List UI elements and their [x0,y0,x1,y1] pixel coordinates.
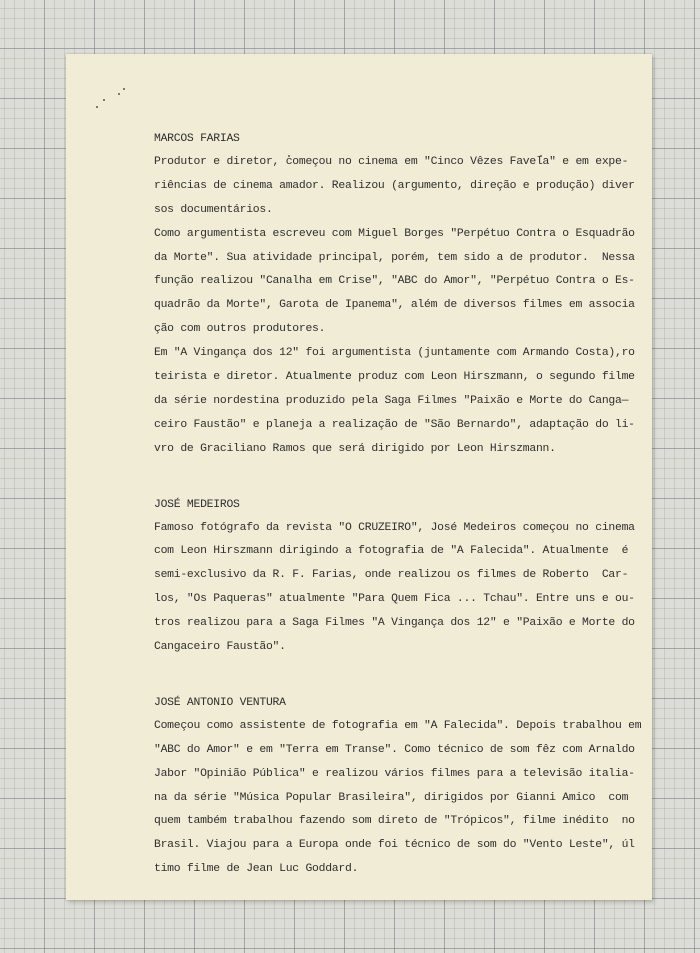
text-line: Famoso fotógrafo da revista "O CRUZEIRO", José Medeiros começou no cinema [154,521,635,534]
section-spacer [154,660,614,692]
text-line: tros realizou para a Saga Filmes "A Vingança dos 12" e "Paixão e Morte do [154,617,635,630]
section-heading: JOSÉ ANTONIO VENTURA [154,696,286,709]
text-line: teirista e diretor. Atualmente produz com Leon Hirszmann, o segundo filme [154,371,635,384]
text-line: ceiro Faustão" e planeja a realização de "São Bernardo", adaptação do li- [154,418,635,431]
text-line: Em "A Vingança dos 12" foi argumentista (juntamente com Armando Costa),ro [154,347,635,360]
text-line: da série nordestina produzido pela Saga Filmes "Paixão e Morte do Canga— [154,394,629,407]
section-jose-antonio-ventura [154,692,642,882]
text-line: função realizou "Canalha em Crise", "ABC do Amor", "Perpétuo Contra o Es- [154,275,635,288]
text-line: Jabor "Opinião Pública" e realizou vários filmes para a televisão italia- [154,767,635,780]
text-line: semi-exclusivo da R. F. Farias, onde realizou os filmes de Roberto Car- [154,569,629,582]
section-heading: MARCOS FARIAS [154,133,240,145]
text-line: "ABC do Amor" e em "Terra em Transe". Como técnico de som fêz com Arnaldo [154,743,635,756]
section-spacer [154,462,614,494]
text-line: da Morte". Sua atividade principal, porém, tem sido a de produtor. Nessa [154,251,635,264]
text-line: quadrão da Morte", Garota de Ipanema", além de diversos filmes em associa [154,299,635,312]
text-line: Começou como assistente de fotografia em "A Falecida". Depois trabalhou em [154,719,642,732]
text-line: sos documentários. [154,203,273,216]
text-line: com Leon Hirszmann dirigindo a fotografia de "A Falecida". Atualmente é [154,545,629,558]
text-line: Produtor e diretor, começou no cinema em "Cinco Vêzes Favela" e em expe- [154,156,629,168]
text-line: los, "Os Paqueras" atualmente "Para Quem Fica ... Tchau". Entre uns e ou- [154,593,635,606]
text-line: Cangaceiro Faustão". [154,641,286,654]
text-line: timo filme de Jean Luc Goddard. [154,863,359,876]
text-line: na da série "Música Popular Brasileira", dirigidos por Gianni Amico com [154,791,629,804]
section-marcos-farias [154,128,635,462]
typewritten-document [154,128,642,882]
text-line: ção com outros produtores. [154,323,326,336]
section-heading: JOSÉ MEDEIROS [154,498,240,511]
section-jose-medeiros [154,494,635,660]
ink-speck [96,106,98,108]
ink-speck [123,88,125,90]
text-line: vro de Graciliano Ramos que será dirigido por Leon Hirszmann. [154,442,556,455]
text-line: Como argumentista escreveu com Miguel Borges "Perpétuo Contra o Esquadrão [154,227,635,240]
ink-speck [103,99,105,101]
text-line: quem também trabalhou fazendo som direto de "Trópicos", filme inédito no [154,815,635,828]
text-line: riências de cinema amador. Realizou (argumento, direção e produção) diver [154,179,635,192]
text-line: Brasil. Viajou para a Europa onde foi técnico de som do "Vento Leste", úl [154,839,635,852]
ink-speck [118,93,120,95]
